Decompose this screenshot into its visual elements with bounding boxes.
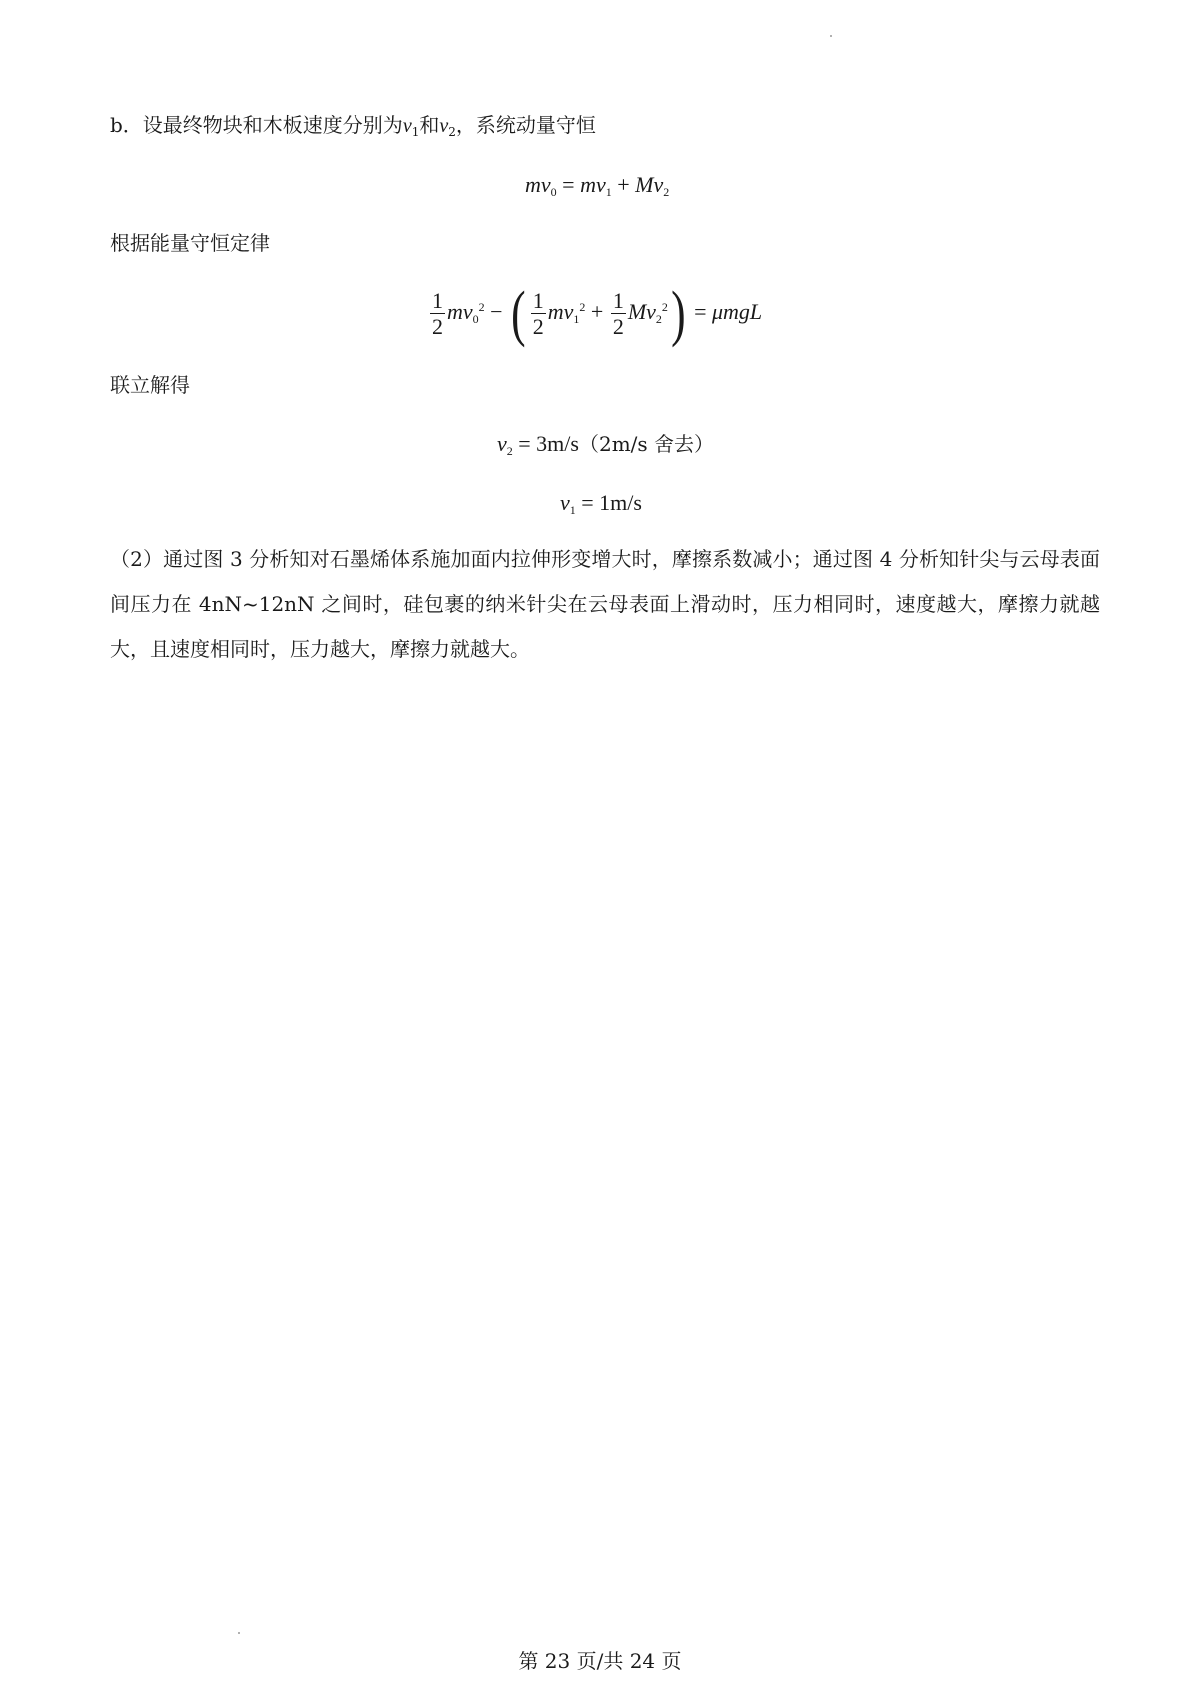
subscript: 1 <box>569 503 576 517</box>
minus-sign: − <box>490 299 503 325</box>
eq-sign: = <box>562 172 575 197</box>
var-v: v <box>497 431 507 456</box>
eq-term: Mv <box>627 299 656 325</box>
result-value: = 3m/s <box>518 431 579 456</box>
subscript: 0 <box>472 312 479 327</box>
eq-rhs: μmgL <box>711 299 763 325</box>
var-v: v <box>560 490 570 515</box>
subscript: 2 <box>655 312 662 327</box>
fraction-half: $\frac{1}{2}$ <box>612 287 624 339</box>
subscript: 1 <box>573 312 580 327</box>
plus-sign: + <box>590 299 604 325</box>
result-note: （2m/s 舍去） <box>578 432 715 456</box>
subscript: 0 <box>550 185 557 199</box>
eq-term: mv <box>525 172 551 197</box>
eq-term: mv <box>547 299 574 325</box>
subscript: 2 <box>448 125 456 139</box>
subscript: 1 <box>605 185 612 199</box>
energy-equation <box>428 280 763 348</box>
fraction-half: $\frac{1}{2}$ <box>532 287 544 339</box>
intro-text: b．设最终物块和木板速度分别为 <box>110 113 403 137</box>
result-value: = 1m/s <box>581 490 642 515</box>
scan-speck <box>830 35 832 37</box>
subscript: 2 <box>506 444 513 458</box>
scan-speck <box>238 1632 240 1634</box>
left-paren: ( <box>511 280 526 348</box>
energy-label: 根据能量守恒定律 <box>110 231 270 255</box>
solve-label: 联立解得 <box>110 373 190 397</box>
part-b-intro <box>110 110 596 147</box>
intro-suffix: ，系统动量守恒 <box>455 113 596 137</box>
intro-and: 和 <box>419 113 440 137</box>
plus-sign: + <box>617 172 630 197</box>
part-2-paragraph: （2）通过图 3 分析知对石墨烯体系施加面内拉伸形变增大时，摩擦系数减小；通过图 4 分析知针尖与云母表面间压力在 4nN~12nN 之间时，硅包裹的纳米针尖在云母表面上滑动时，压力相同时，速度越大，摩擦力就越大，且速度相同时，压力越大，摩擦力就越大。 <box>110 547 1100 661</box>
momentum-equation <box>525 172 669 200</box>
var-v: v <box>439 115 449 137</box>
page-footer: 第 23 页/共 24 页 <box>518 1649 682 1673</box>
superscript: 2 <box>661 300 668 315</box>
result-v2 <box>497 428 714 459</box>
var-v: v <box>402 115 412 137</box>
right-paren: ) <box>671 280 686 348</box>
subscript: 1 <box>411 125 420 139</box>
eq-term: mv <box>580 172 606 197</box>
superscript: 2 <box>579 300 586 315</box>
eq-term: mv <box>447 299 473 325</box>
eq-term: Mv <box>635 172 664 197</box>
fraction-half: $\frac{1}{2}$ <box>432 287 443 339</box>
superscript: 2 <box>478 300 485 315</box>
result-v1 <box>560 490 642 518</box>
eq-sign: = <box>694 299 707 325</box>
subscript: 2 <box>663 185 670 199</box>
